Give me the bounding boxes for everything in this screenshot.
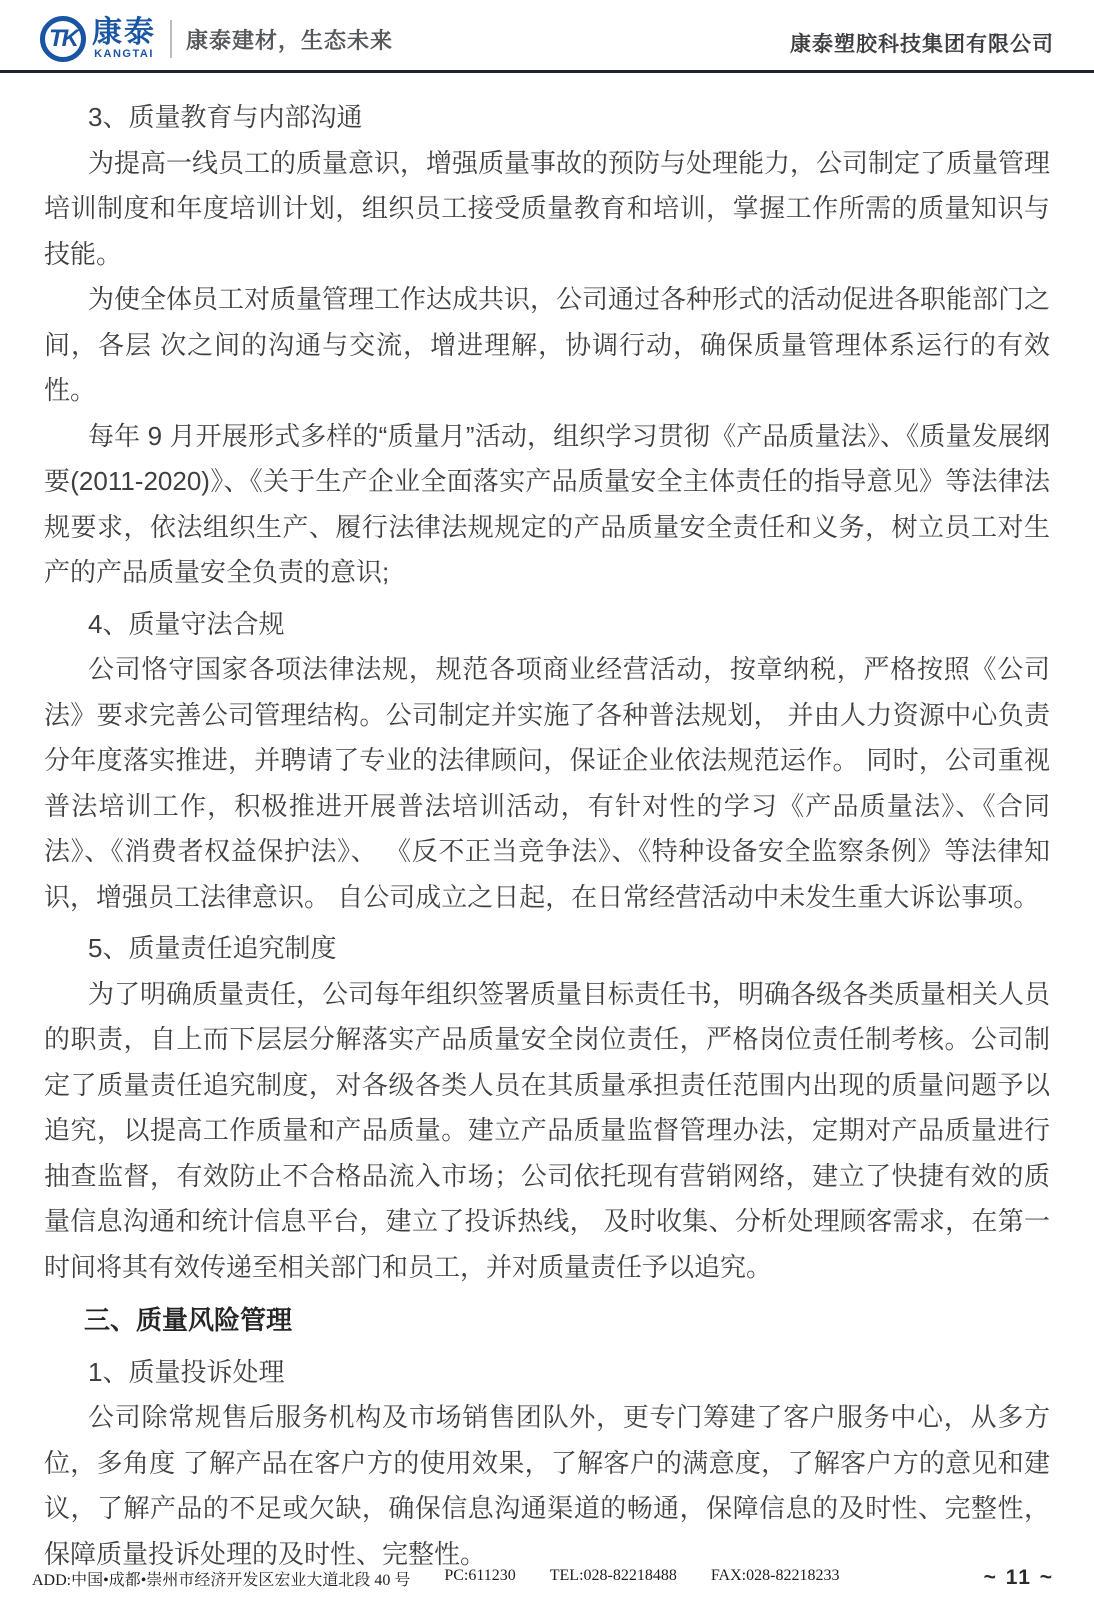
page-footer [0, 1566, 1094, 1590]
chapter-heading-risk: 三、质量风险管理 [84, 1305, 293, 1335]
paragraph-training: 为提高一线员工的质量意识，增强质量事故的预防与处理能力，公司制定了质量管理培训制度和年度培训计划，组织员工接受质量教育和培训，掌握工作所需的质量知识与技能。 [44, 147, 1051, 269]
footer-postal-code: PC:611230 [444, 1566, 516, 1584]
document-body [0, 73, 1094, 1577]
footer-contact-info [32, 1567, 839, 1590]
footer-address: ADD:中国•成都•崇州市经济开发区宏业大道北段 40 号 [32, 1571, 411, 1589]
logo-brand-cn: 康泰 [92, 16, 156, 49]
paragraph-communication: 为使全体员工对质量管理工作达成共识，公司通过各种形式的活动促进各职能部门之间，各层 次之间的沟通与交流，增进理解，协调行动，确保质量管理体系运行的有效性。 [44, 284, 1051, 405]
kangtai-logo [40, 16, 156, 62]
logo-brand-en: KANGTAI [94, 48, 154, 60]
paragraph-complaints: 公司除常规售后服务机构及市场销售团队外，更专门筹建了客户服务中心，从多方位，多角度 了解产品在客户方的使用效果，了解客户的满意度，了解客户方的意见和建议，了解产品的不足或欠缺，确保信息沟通渠道的畅通，保障信息的及时性、完整性，保障质量投诉处理的及时性、完整性。 [44, 1402, 1050, 1569]
header-vertical-divider [170, 20, 172, 58]
header-slogan: 康泰建材，生态未来 [186, 27, 394, 53]
paragraph-law-compliance: 公司恪守国家各项法律法规，规范各项商业经营活动，按章纳税，严格按照《公司法》要求完善公司管理结构。公司制定并实施了各种普法规划， 并由人力资源中心负责分年度落实推进，并聘请了专业的法律顾问，保证企业依法规范运作。 同时，公司重视普法培训工作，积极推进开展普法培训活动，有针对性的学习《产品质量法》、《合同法》、《消费者权益保护法》、 《反不正当竞争法》、《特种设备安全监察条例》等法律知识，增强员工法律意识。 自公司成立之日起，在日常经营活动中未发生重大诉讼事项。 [44, 654, 1050, 912]
section-heading-4: 4、质量守法合规 [88, 608, 285, 639]
header-company-name: 康泰塑胶科技集团有限公司 [790, 33, 1054, 56]
page-header [0, 0, 1094, 70]
paragraph-responsibility: 为了明确质量责任，公司每年组织签署质量目标责任书，明确各级各类质量相关人员的职责，自上而下层层分解落实产品质量安全岗位责任，严格岗位责任制考核。公司制定了质量责任追究制度，对各级各类人员在其质量承担责任范围内出现的质量问题予以追究，以提高工作质量和产品质量。建立产品质量监督管理办法，定期对产品质量进行抽查监督，有效防止不合格品流入市场；公司依托现有营销网络，建立了快捷有效的质量信息沟通和统计信息平台，建立了投诉热线， 及时收集、分析处理顾客需求，在第一时间将其有效传递至相关部门和员工，并对质量责任予以追究。 [44, 978, 1051, 1282]
section-heading-1: 1、质量投诉处理 [88, 1356, 285, 1387]
header-left-group [40, 16, 393, 62]
tk-monogram-text: TK [49, 25, 77, 52]
section-heading-5: 5、质量责任追究制度 [88, 933, 337, 963]
tk-monogram-icon [40, 16, 86, 62]
footer-fax: FAX:028-82218233 [710, 1566, 840, 1584]
paragraph-quality-month: 每年 9 月开展形式多样的“质量月”活动，组织学习贯彻《产品质量法》、《质量发展纲要(2011-2020)》、《关于生产企业全面落实产品质量安全主体责任的指导意见》等法律法规要求，依法组织生产、履行法律法规规定的产品质量安全责任和义务，树立员工对生产的产品质量安全负责的意识; [44, 420, 1050, 587]
page-number: ~ 11 ~ [983, 1566, 1054, 1589]
footer-telephone: TEL:028-82218488 [549, 1566, 677, 1584]
logo-wordmark [92, 18, 156, 60]
section-heading-3: 3、质量教育与内部沟通 [88, 102, 363, 132]
